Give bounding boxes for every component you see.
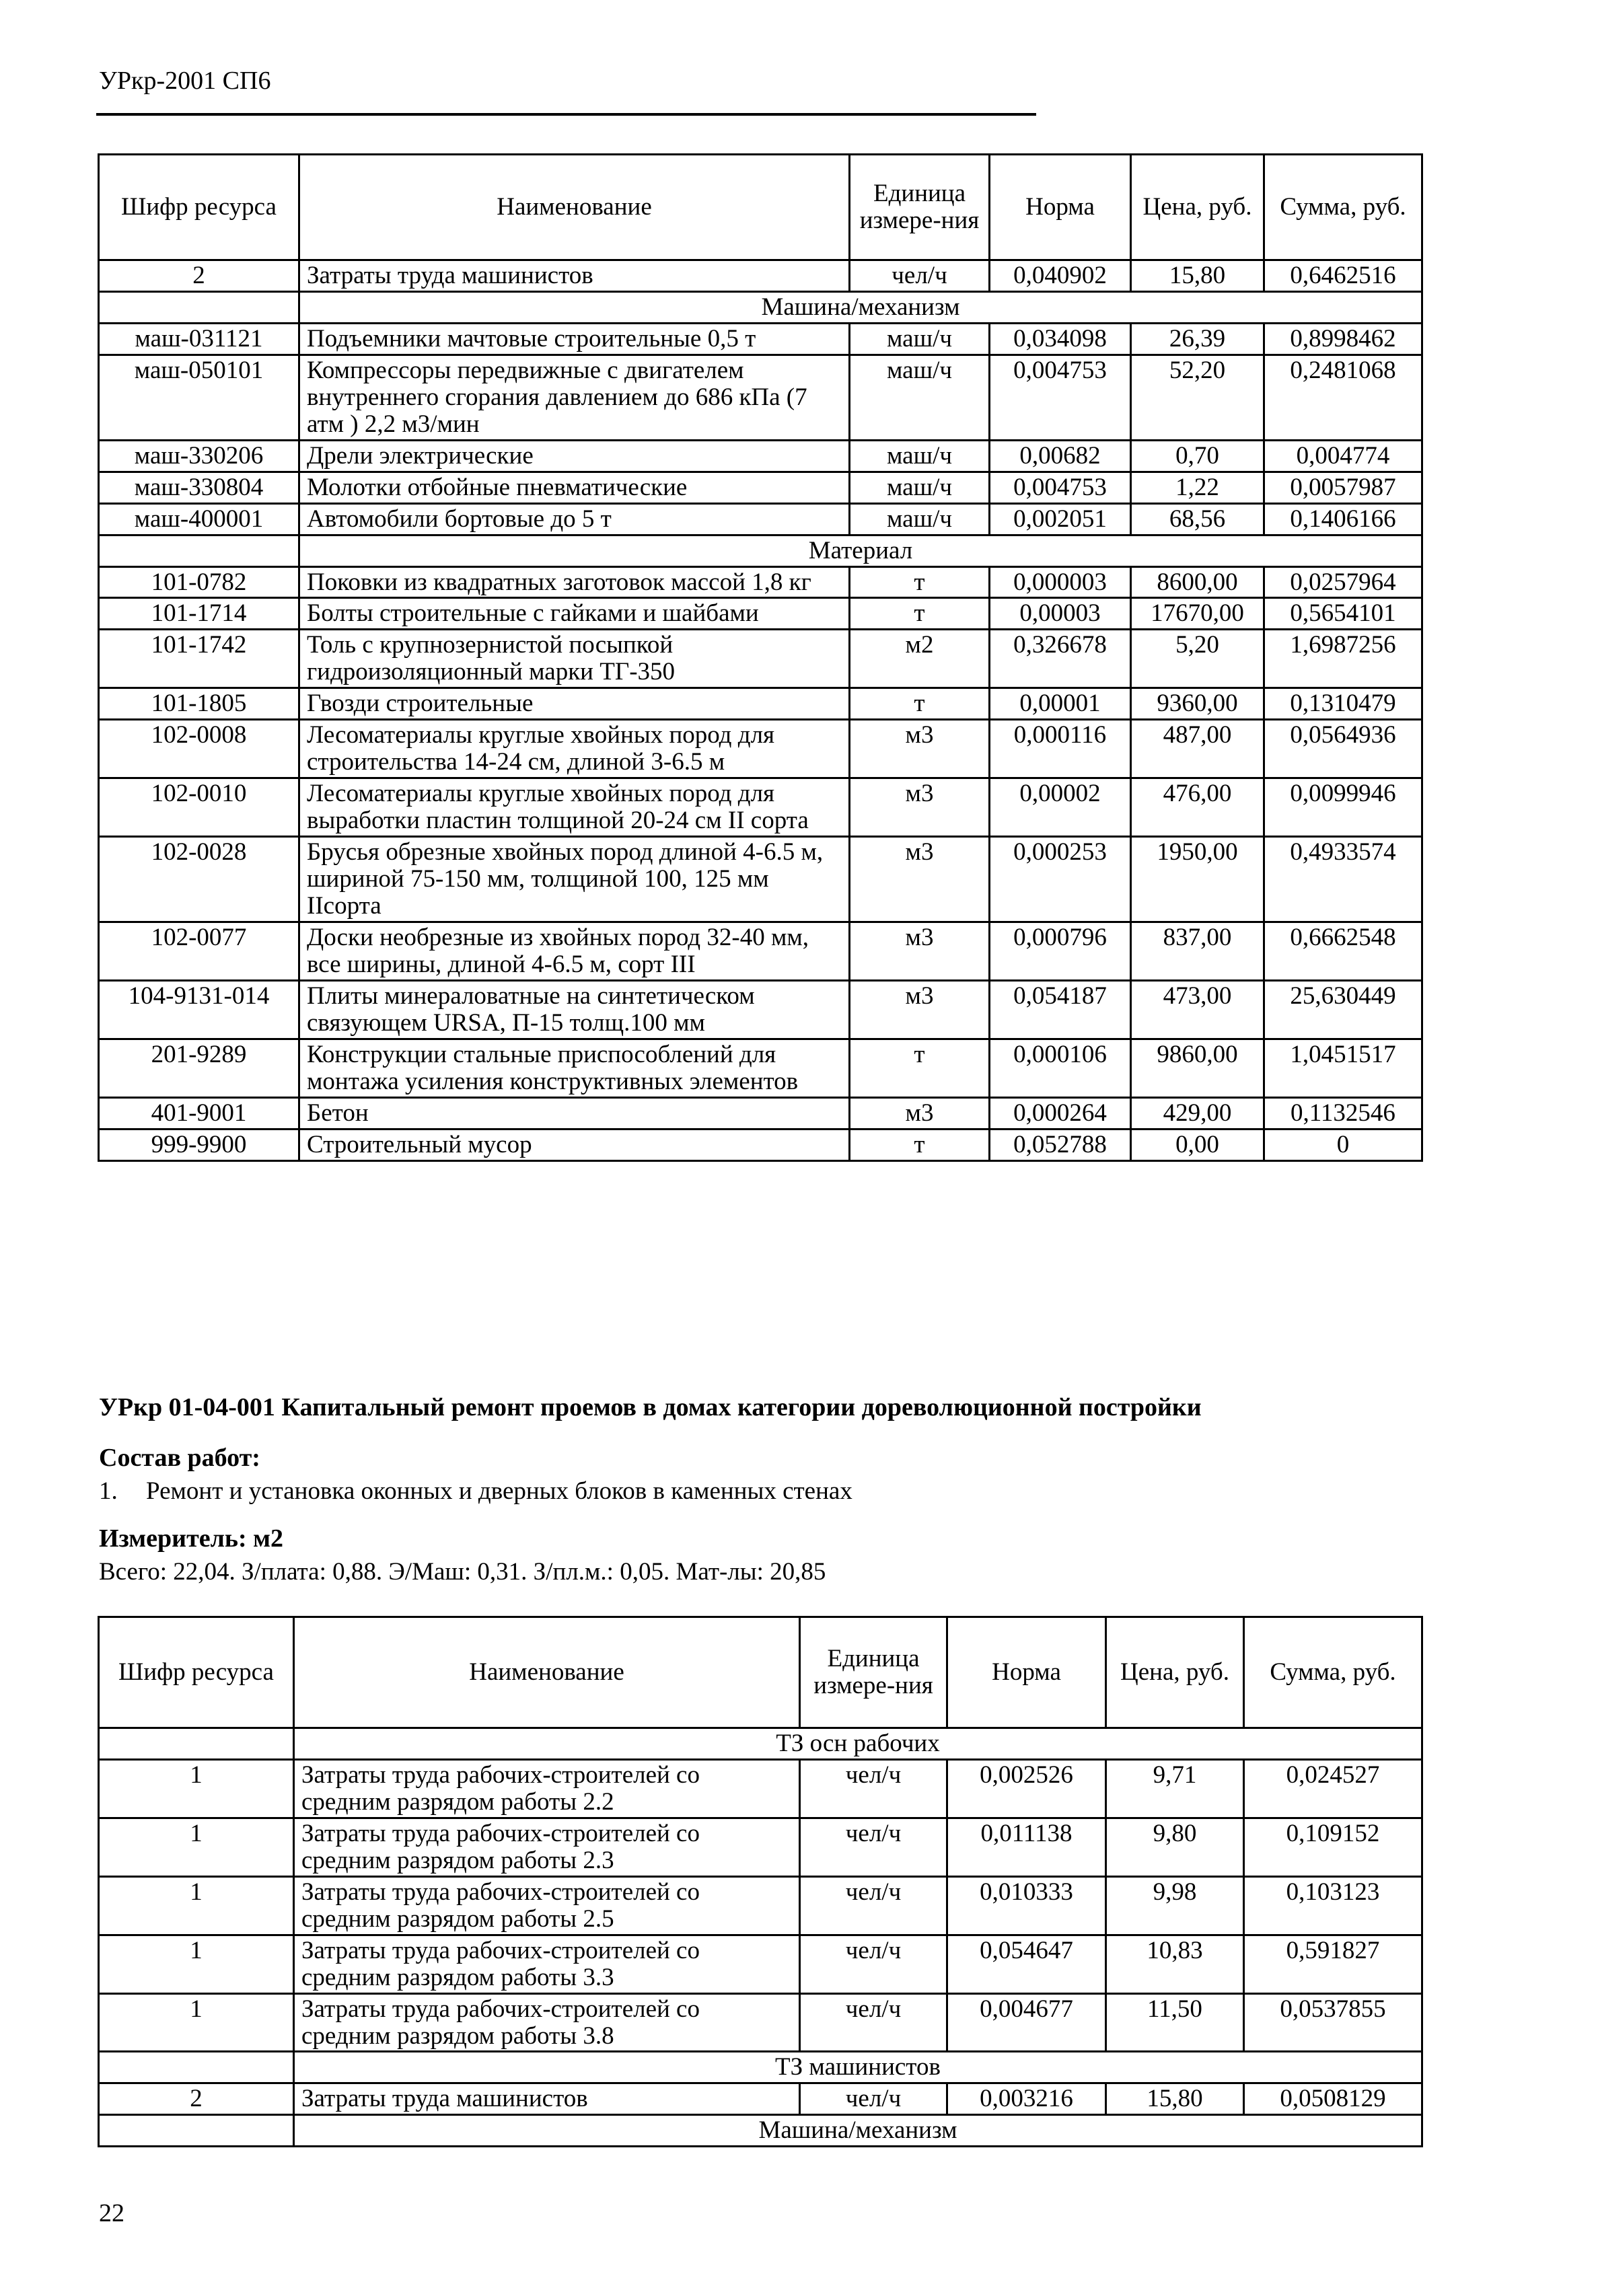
page-number: 22 <box>99 2199 124 2227</box>
resource-sum: 0,1406166 <box>1264 503 1422 535</box>
resource-sum: 0,004774 <box>1264 440 1422 472</box>
resource-unit: маш/ч <box>850 440 990 472</box>
resource-price: 5,20 <box>1131 630 1264 688</box>
table1-material-rows <box>99 566 1422 1160</box>
resource-unit: т <box>850 566 990 598</box>
col-header-norm: Норма <box>990 155 1131 260</box>
resource-sum: 0 <box>1264 1129 1422 1160</box>
resource-unit: чел/ч <box>850 260 990 292</box>
resource-name: Затраты труда машинистов <box>299 260 850 292</box>
resource-sum: 0,1132546 <box>1264 1097 1422 1129</box>
document-code: УРкр-2001 СП6 <box>99 67 271 95</box>
section-title: УРкр 01-04-001 Капитальный ремонт проемов в домах категории дореволюционной постройки <box>99 1393 1202 1421</box>
resource-sum: 0,2481068 <box>1264 355 1422 440</box>
work-item-text: Ремонт и установка оконных и дверных блоков в каменных стенах <box>146 1477 852 1505</box>
resource-norm: 0,00003 <box>990 598 1131 630</box>
resource-code: 1 <box>99 1876 294 1935</box>
resource-unit: т <box>850 598 990 630</box>
section-header-workers: ТЗ осн рабочих <box>294 1728 1422 1760</box>
resource-name: Подъемники мачтовые строительные 0,5 т <box>299 323 850 355</box>
resource-price: 15,80 <box>1106 2083 1244 2115</box>
resource-name: Толь с крупнозернистой посыпкой гидроизоляционный марки ТГ-350 <box>299 630 850 688</box>
measure-unit: Измеритель: м2 <box>99 1524 284 1553</box>
table-row <box>99 440 1422 472</box>
resource-price: 837,00 <box>1131 922 1264 980</box>
resource-name: Гвозди строительные <box>299 688 850 720</box>
resource-unit: маш/ч <box>850 472 990 503</box>
resource-norm: 0,000003 <box>990 566 1131 598</box>
resource-price: 487,00 <box>1131 720 1264 778</box>
section-header-material: Материал <box>299 535 1422 566</box>
resource-name: Молотки отбойные пневматические <box>299 472 850 503</box>
table-row <box>99 355 1422 440</box>
resource-norm: 0,034098 <box>990 323 1131 355</box>
resource-name: Затраты труда машинистов <box>294 2083 800 2115</box>
resource-price: 9,98 <box>1106 1876 1244 1935</box>
works-label: Состав работ: <box>99 1444 260 1472</box>
resource-unit: маш/ч <box>850 503 990 535</box>
col-header-name: Наименование <box>294 1617 800 1728</box>
table2-section-workers <box>99 1728 1422 1760</box>
table-header-row <box>99 155 1422 260</box>
resource-sum: 25,630449 <box>1264 980 1422 1039</box>
resource-unit: маш/ч <box>850 355 990 440</box>
resource-table-1 <box>98 153 1423 1162</box>
resource-code: 102-0010 <box>99 778 299 837</box>
resource-unit: чел/ч <box>800 1935 947 1993</box>
resource-name: Компрессоры передвижные с двигателем внутреннего сгорания давлением до 686 кПа (7 атм ) 2,2 м3/мин <box>299 355 850 440</box>
col-header-price: Цена, руб. <box>1106 1617 1244 1728</box>
resource-code: 104-9131-014 <box>99 980 299 1039</box>
table-row <box>99 323 1422 355</box>
resource-code: 201-9289 <box>99 1039 299 1097</box>
header-rule <box>96 113 1036 116</box>
table-row <box>99 503 1422 535</box>
table-row <box>99 566 1422 598</box>
col-header-sum: Сумма, руб. <box>1244 1617 1422 1728</box>
resource-sum: 0,5654101 <box>1264 598 1422 630</box>
table1-top-rows <box>99 260 1422 292</box>
resource-name: Затраты труда рабочих-строителей со средним разрядом работы 3.8 <box>294 1993 800 2052</box>
resource-name: Затраты труда рабочих-строителей со средним разрядом работы 3.3 <box>294 1935 800 1993</box>
resource-sum: 0,0057987 <box>1264 472 1422 503</box>
resource-norm: 0,002526 <box>947 1759 1106 1818</box>
resource-name: Доски необрезные из хвойных пород 32-40 мм, все ширины, длиной 4-6.5 м, сорт III <box>299 922 850 980</box>
table-row <box>99 1039 1422 1097</box>
table2-operator-rows <box>99 2083 1422 2115</box>
resource-code: 102-0077 <box>99 922 299 980</box>
totals-line: Всего: 22,04. З/плата: 0,88. Э/Маш: 0,31. З/пл.м.: 0,05. Мат-лы: 20,85 <box>99 1558 826 1586</box>
resource-code: маш-031121 <box>99 323 299 355</box>
table-row <box>99 472 1422 503</box>
resource-price: 26,39 <box>1131 323 1264 355</box>
resource-sum: 0,109152 <box>1244 1818 1422 1876</box>
table-row <box>99 1993 1422 2052</box>
table-row <box>99 688 1422 720</box>
table-row <box>99 2083 1422 2115</box>
table-row <box>99 837 1422 922</box>
resource-unit: м3 <box>850 837 990 922</box>
resource-price: 0,00 <box>1131 1129 1264 1160</box>
resource-norm: 0,054187 <box>990 980 1131 1039</box>
resource-sum: 0,0564936 <box>1264 720 1422 778</box>
table-row <box>99 980 1422 1039</box>
resource-price: 476,00 <box>1131 778 1264 837</box>
resource-price: 473,00 <box>1131 980 1264 1039</box>
table-row <box>99 1129 1422 1160</box>
work-item <box>99 1477 852 1506</box>
col-header-name: Наименование <box>299 155 850 260</box>
section-header-machine: Машина/механизм <box>299 291 1422 323</box>
resource-code: 102-0008 <box>99 720 299 778</box>
resource-code: 401-9001 <box>99 1097 299 1129</box>
resource-unit: м3 <box>850 1097 990 1129</box>
resource-unit: т <box>850 688 990 720</box>
resource-name: Затраты труда рабочих-строителей со средним разрядом работы 2.3 <box>294 1818 800 1876</box>
resource-norm: 0,00002 <box>990 778 1131 837</box>
resource-name: Конструкции стальные приспособлений для монтажа усиления конструктивных элементов <box>299 1039 850 1097</box>
table-header-row <box>99 1617 1422 1728</box>
resource-price: 429,00 <box>1131 1097 1264 1129</box>
resource-name: Болты строительные с гайками и шайбами <box>299 598 850 630</box>
resource-sum: 0,1310479 <box>1264 688 1422 720</box>
resource-price: 11,50 <box>1106 1993 1244 2052</box>
table2-worker-rows <box>99 1759 1422 2052</box>
resource-unit: чел/ч <box>800 1818 947 1876</box>
resource-name: Дрели электрические <box>299 440 850 472</box>
resource-table-2 <box>98 1616 1423 2147</box>
resource-unit: м3 <box>850 980 990 1039</box>
table-row <box>99 778 1422 837</box>
col-header-price: Цена, руб. <box>1131 155 1264 260</box>
resource-sum: 0,0508129 <box>1244 2083 1422 2115</box>
resource-norm: 0,00682 <box>990 440 1131 472</box>
col-header-unit: Единица измере-ния <box>850 155 990 260</box>
resource-unit: т <box>850 1039 990 1097</box>
resource-norm: 0,054647 <box>947 1935 1106 1993</box>
resource-unit: м3 <box>850 720 990 778</box>
resource-code: 101-1742 <box>99 630 299 688</box>
resource-sum: 0,103123 <box>1244 1876 1422 1935</box>
resource-code: 2 <box>99 260 299 292</box>
resource-norm: 0,040902 <box>990 260 1131 292</box>
section-header-machine-2: Машина/механизм <box>294 2115 1422 2147</box>
resource-price: 9360,00 <box>1131 688 1264 720</box>
resource-unit: чел/ч <box>800 1993 947 2052</box>
col-header-code: Шифр ресурса <box>99 1617 294 1728</box>
table-row <box>99 1876 1422 1935</box>
resource-norm: 0,004677 <box>947 1993 1106 2052</box>
resource-price: 1950,00 <box>1131 837 1264 922</box>
resource-sum: 1,0451517 <box>1264 1039 1422 1097</box>
resource-sum: 0,6462516 <box>1264 260 1422 292</box>
resource-sum: 0,4933574 <box>1264 837 1422 922</box>
resource-price: 52,20 <box>1131 355 1264 440</box>
resource-unit: м3 <box>850 778 990 837</box>
resource-name: Автомобили бортовые до 5 т <box>299 503 850 535</box>
resource-code: 101-0782 <box>99 566 299 598</box>
resource-code: 101-1805 <box>99 688 299 720</box>
resource-name: Плиты минераловатные на синтетическом связующем URSA, П-15 толщ.100 мм <box>299 980 850 1039</box>
resource-sum: 1,6987256 <box>1264 630 1422 688</box>
table-row <box>99 1097 1422 1129</box>
table-row <box>99 598 1422 630</box>
resource-name: Бетон <box>299 1097 850 1129</box>
resource-code: маш-330206 <box>99 440 299 472</box>
resource-unit: чел/ч <box>800 1759 947 1818</box>
table-row <box>99 922 1422 980</box>
resource-norm: 0,326678 <box>990 630 1131 688</box>
resource-unit: чел/ч <box>800 2083 947 2115</box>
resource-code: 101-1714 <box>99 598 299 630</box>
resource-price: 9,71 <box>1106 1759 1244 1818</box>
table1-machine-rows <box>99 323 1422 535</box>
resource-code: 1 <box>99 1759 294 1818</box>
resource-price: 9,80 <box>1106 1818 1244 1876</box>
resource-name: Затраты труда рабочих-строителей со средним разрядом работы 2.2 <box>294 1759 800 1818</box>
table-row <box>99 260 1422 292</box>
resource-code: 1 <box>99 1993 294 2052</box>
resource-sum: 0,0537855 <box>1244 1993 1422 2052</box>
resource-code: 1 <box>99 1935 294 1993</box>
resource-name: Лесоматериалы круглые хвойных пород для выработки пластин толщиной 20-24 см II сорта <box>299 778 850 837</box>
resource-norm: 0,004753 <box>990 472 1131 503</box>
table1-section-material <box>99 535 1422 566</box>
resource-price: 17670,00 <box>1131 598 1264 630</box>
col-header-norm: Норма <box>947 1617 1106 1728</box>
resource-name: Лесоматериалы круглые хвойных пород для строительства 14-24 см, длиной 3-6.5 м <box>299 720 850 778</box>
col-header-code: Шифр ресурса <box>99 155 299 260</box>
resource-sum: 0,8998462 <box>1264 323 1422 355</box>
table-row <box>99 720 1422 778</box>
resource-price: 8600,00 <box>1131 566 1264 598</box>
resource-sum: 0,0257964 <box>1264 566 1422 598</box>
resource-unit: т <box>850 1129 990 1160</box>
section-header-operators: ТЗ машинистов <box>294 2052 1422 2083</box>
resource-price: 1,22 <box>1131 472 1264 503</box>
resource-sum: 0,024527 <box>1244 1759 1422 1818</box>
resource-norm: 0,011138 <box>947 1818 1106 1876</box>
resource-unit: м2 <box>850 630 990 688</box>
resource-sum: 0,6662548 <box>1264 922 1422 980</box>
resource-code: 1 <box>99 1818 294 1876</box>
resource-code: маш-330804 <box>99 472 299 503</box>
resource-norm: 0,000116 <box>990 720 1131 778</box>
resource-sum: 0,591827 <box>1244 1935 1422 1993</box>
table-row <box>99 630 1422 688</box>
col-header-unit: Единица измере-ния <box>800 1617 947 1728</box>
resource-price: 9860,00 <box>1131 1039 1264 1097</box>
col-header-sum: Сумма, руб. <box>1264 155 1422 260</box>
resource-norm: 0,000106 <box>990 1039 1131 1097</box>
resource-norm: 0,004753 <box>990 355 1131 440</box>
resource-unit: маш/ч <box>850 323 990 355</box>
resource-norm: 0,000796 <box>990 922 1131 980</box>
resource-code: маш-400001 <box>99 503 299 535</box>
resource-unit: м3 <box>850 922 990 980</box>
resource-norm: 0,003216 <box>947 2083 1106 2115</box>
table2-section-operators <box>99 2052 1422 2083</box>
resource-price: 10,83 <box>1106 1935 1244 1993</box>
table-row <box>99 1759 1422 1818</box>
resource-name: Брусья обрезные хвойных пород длиной 4-6.5 м, шириной 75-150 мм, толщиной 100, 125 мм IIсорта <box>299 837 850 922</box>
resource-code: 102-0028 <box>99 837 299 922</box>
table-row <box>99 1818 1422 1876</box>
resource-name: Затраты труда рабочих-строителей со средним разрядом работы 2.5 <box>294 1876 800 1935</box>
resource-price: 68,56 <box>1131 503 1264 535</box>
resource-code: маш-050101 <box>99 355 299 440</box>
resource-unit: чел/ч <box>800 1876 947 1935</box>
table-row <box>99 1935 1422 1993</box>
table2-section-machine <box>99 2115 1422 2147</box>
table1-section-machine <box>99 291 1422 323</box>
resource-norm: 0,052788 <box>990 1129 1131 1160</box>
resource-norm: 0,010333 <box>947 1876 1106 1935</box>
resource-name: Строительный мусор <box>299 1129 850 1160</box>
resource-name: Поковки из квадратных заготовок массой 1,8 кг <box>299 566 850 598</box>
resource-price: 15,80 <box>1131 260 1264 292</box>
work-item-number: 1. <box>99 1477 118 1505</box>
resource-norm: 0,000264 <box>990 1097 1131 1129</box>
resource-sum: 0,0099946 <box>1264 778 1422 837</box>
resource-price: 0,70 <box>1131 440 1264 472</box>
resource-norm: 0,002051 <box>990 503 1131 535</box>
resource-norm: 0,00001 <box>990 688 1131 720</box>
resource-norm: 0,000253 <box>990 837 1131 922</box>
resource-code: 2 <box>99 2083 294 2115</box>
resource-code: 999-9900 <box>99 1129 299 1160</box>
